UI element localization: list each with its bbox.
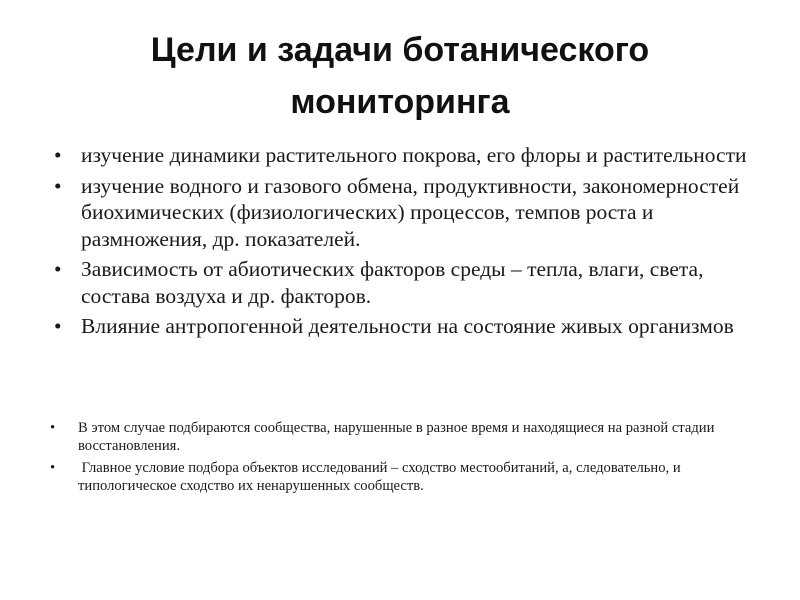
slide-title bbox=[40, 24, 760, 128]
bullet-icon: • bbox=[54, 143, 62, 167]
bullet-icon: • bbox=[54, 173, 62, 198]
bullet-icon: • bbox=[50, 460, 56, 476]
notes-bullet-list bbox=[48, 419, 738, 499]
note-item bbox=[48, 419, 738, 455]
note-item-text: В этом случае подбираются сообщества, нарушенные в разное время и находящиеся на разной стадии восстановления. bbox=[78, 420, 715, 454]
list-item bbox=[48, 142, 758, 169]
list-item-text: Зависимость от абиотических факторов среды – тепла, влаги, света, состава воздуха и др. факторов. bbox=[81, 257, 704, 308]
note-item bbox=[48, 459, 738, 495]
bullet-icon: • bbox=[54, 314, 62, 338]
list-item-text: Влияние антропогенной деятельности на состояние живых организмов bbox=[81, 314, 734, 338]
slide-title-line-2: мониторинга bbox=[290, 83, 510, 121]
slide-title-line-1: Цели и задачи ботанического bbox=[150, 31, 650, 69]
list-item-text: изучение динамики растительного покрова, его флоры и растительности bbox=[81, 143, 747, 167]
main-bullet-list bbox=[48, 142, 758, 344]
list-item-text: изучение водного и газового обмена, продуктивности, закономерностей биохимических (физиологических) процессов, темпов роста и размножения, др. показателей. bbox=[81, 173, 740, 251]
list-item bbox=[48, 173, 758, 253]
note-item-text: Главное условие подбора объектов исследований – сходство местообитаний, а, следовательно, и типологическое сходство их ненарушенных сообществ. bbox=[78, 460, 685, 494]
list-item bbox=[48, 256, 758, 309]
bullet-icon: • bbox=[54, 257, 62, 281]
bullet-icon: • bbox=[50, 420, 56, 436]
list-item bbox=[48, 313, 758, 340]
